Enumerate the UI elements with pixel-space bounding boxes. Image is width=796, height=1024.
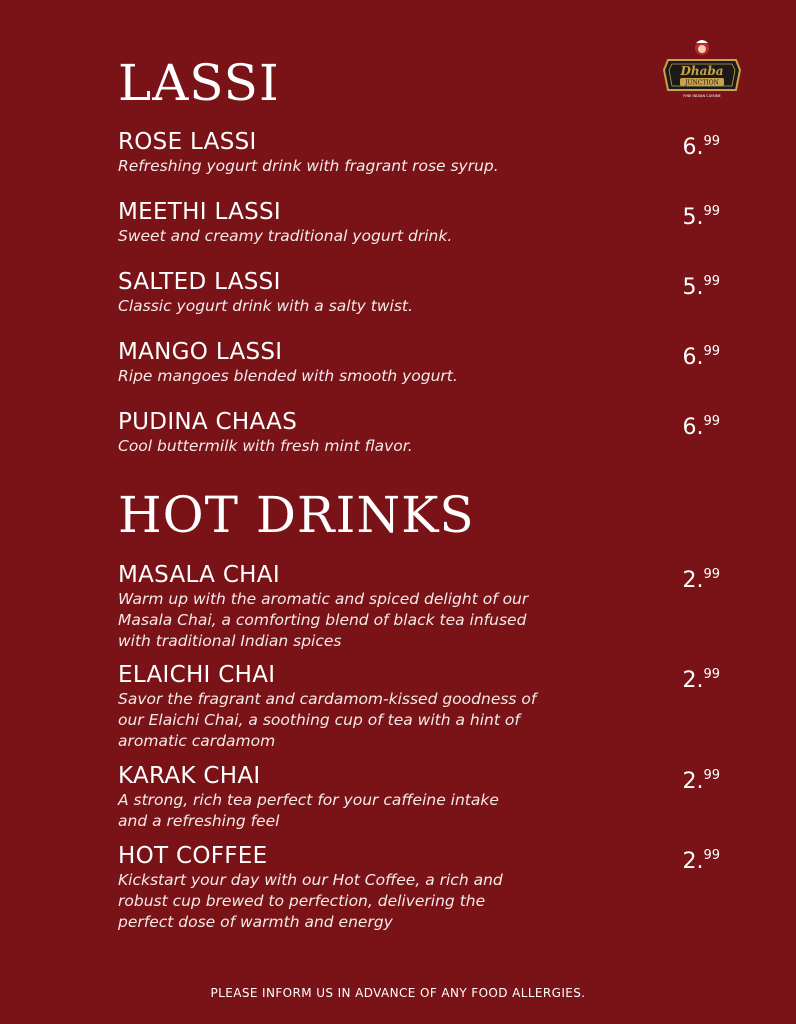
item-description-line: Masala Chai, a comforting blend of black tea infused <box>118 611 527 629</box>
item-price: 5.99 <box>682 274 720 300</box>
item-name: ROSE LASSI <box>118 129 257 155</box>
item-name: MASALA CHAI <box>118 562 280 588</box>
item-description-line: Warm up with the aromatic and spiced delight of our <box>118 590 529 608</box>
item-name: KARAK CHAI <box>118 763 261 789</box>
allergy-notice: PLEASE INFORM US IN ADVANCE OF ANY FOOD ALLERGIES. <box>210 986 586 1000</box>
menu-item <box>118 762 738 832</box>
item-price: 2.99 <box>682 567 720 593</box>
item-description-line: Savor the fragrant and cardamom-kissed goodness of <box>118 690 537 708</box>
section-title-lassi: LASSI <box>118 54 280 112</box>
logo-brand-text: Dhaba <box>680 64 724 78</box>
menu-item <box>118 408 738 457</box>
item-description: Cool buttermilk with fresh mint flavor. <box>118 437 413 455</box>
item-name: HOT COFFEE <box>118 843 268 869</box>
menu-item <box>118 268 738 317</box>
menu-item <box>118 561 738 652</box>
item-name: MANGO LASSI <box>118 339 283 365</box>
logo-tagline-text: FINE INDIAN CUISINE <box>683 94 721 98</box>
menu-item <box>118 198 738 247</box>
item-price: 6.99 <box>682 134 720 160</box>
item-description: Classic yogurt drink with a salty twist. <box>118 297 413 315</box>
item-description-line: aromatic cardamom <box>118 732 276 750</box>
item-description-line: with traditional Indian spices <box>118 632 342 650</box>
item-name: MEETHI LASSI <box>118 199 282 225</box>
menu-item <box>118 661 738 752</box>
item-name: SALTED LASSI <box>118 269 281 295</box>
item-name: PUDINA CHAAS <box>118 409 298 435</box>
item-price: 2.99 <box>682 848 720 874</box>
item-description-line: Kickstart your day with our Hot Coffee, a rich and <box>118 871 503 889</box>
section-title-hot-drinks: HOT DRINKS <box>118 486 475 544</box>
logo-sub-text: JUNCTION <box>685 79 719 87</box>
item-price: 2.99 <box>682 768 720 794</box>
item-description-line: perfect dose of warmth and energy <box>118 913 393 931</box>
menu-item <box>118 128 738 177</box>
item-description: Ripe mangoes blended with smooth yogurt. <box>118 367 458 385</box>
item-description-line: A strong, rich tea perfect for your caffeine intake <box>118 791 499 809</box>
item-description: Refreshing yogurt drink with fragrant rose syrup. <box>118 157 499 175</box>
item-name: ELAICHI CHAI <box>118 662 276 688</box>
item-description-line: and a refreshing feel <box>118 812 280 830</box>
menu-item <box>118 338 738 387</box>
dhaba-junction-logo <box>662 38 742 100</box>
item-price: 5.99 <box>682 204 720 230</box>
item-description-line: robust cup brewed to perfection, delivering the <box>118 892 486 910</box>
item-description: Sweet and creamy traditional yogurt drink. <box>118 227 453 245</box>
item-description-line: our Elaichi Chai, a soothing cup of tea with a hint of <box>118 711 520 729</box>
item-price: 6.99 <box>682 344 720 370</box>
item-price: 2.99 <box>682 667 720 693</box>
menu-item <box>118 842 738 933</box>
item-price: 6.99 <box>682 414 720 440</box>
